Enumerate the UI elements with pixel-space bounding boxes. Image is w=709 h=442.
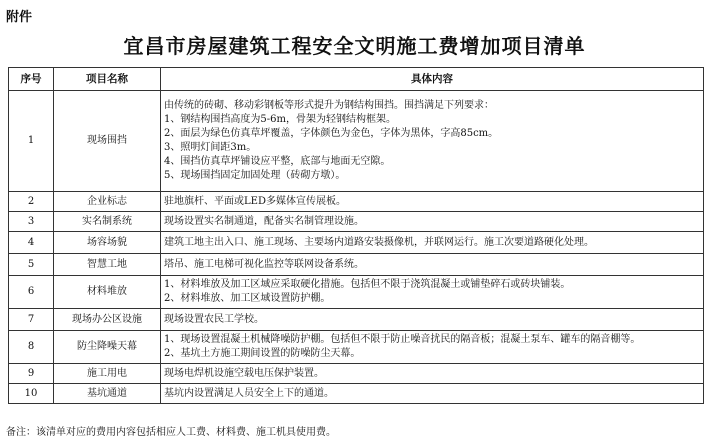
row-content	[161, 331, 704, 364]
content-line: 2、面层为绿色仿真草坪覆盖，字体颜色为金色，字体为黑体，字高85cm。	[164, 128, 499, 139]
project-list-table	[8, 67, 704, 404]
content-line: 5、现场围挡固定加固处理（砖砌方墩）。	[164, 170, 346, 181]
header-content: 具体内容	[161, 68, 704, 91]
content-line: 现场电焊机设施空载电压保护装置。	[164, 367, 324, 379]
row-item-name: 防尘降噪天幕	[54, 331, 161, 364]
row-content	[161, 91, 704, 192]
document-title: 宜昌市房屋建筑工程安全文明施工费增加项目清单	[123, 34, 586, 58]
row-content	[161, 254, 704, 276]
row-item-name: 实名制系统	[54, 212, 161, 232]
content-line: 现场设置农民工学校。	[164, 313, 264, 325]
table-row	[9, 384, 704, 404]
table-row	[9, 212, 704, 232]
row-number: 3	[9, 212, 54, 232]
content-line: 4、围挡仿真草坪铺设应平整，底部与地面无空隙。	[164, 156, 391, 167]
attachment-label: 附件	[6, 10, 33, 25]
row-content	[161, 212, 704, 232]
row-item-name: 基坑通道	[54, 384, 161, 404]
row-item-name: 场容场貌	[54, 232, 161, 254]
content-line: 塔吊、施工电梯可视化监控等联网设备系统。	[164, 258, 364, 270]
row-item-name: 智慧工地	[54, 254, 161, 276]
row-item-name: 现场办公区设施	[54, 309, 161, 331]
row-content	[161, 276, 704, 309]
table-row	[9, 331, 704, 364]
row-content	[161, 309, 704, 331]
row-number: 9	[9, 364, 54, 384]
row-number: 10	[9, 384, 54, 404]
row-content	[161, 364, 704, 384]
content-line: 建筑工地主出入口、施工现场、主要场内道路安装摄像机，并联网运行。施工次要道路硬化处理。	[164, 236, 594, 248]
content-line: 基坑内设置满足人员安全上下的通道。	[164, 387, 334, 399]
table-row	[9, 91, 704, 192]
row-content	[161, 192, 704, 212]
footnote: 备注：该清单对应的费用内容包括相应人工费、材料费、施工机具使用费。	[6, 427, 336, 438]
row-content	[161, 384, 704, 404]
row-number: 7	[9, 309, 54, 331]
table-row	[9, 254, 704, 276]
content-line: 1、钢结构围挡高度为5-6m，骨架为轻钢结构框架。	[164, 114, 396, 125]
row-item-name: 企业标志	[54, 192, 161, 212]
content-line: 驻地旗杆、平面或LED多媒体宣传展板。	[164, 195, 346, 207]
table-header-row	[9, 68, 704, 91]
header-number: 序号	[9, 68, 54, 91]
table-row	[9, 276, 704, 309]
content-line: 2、材料堆放、加工区域设置防护棚。	[164, 293, 331, 304]
content-line: 1、材料堆放及加工区域应采取硬化措施。包括但不限于浇筑混凝土或铺垫碎石或砖块铺装。	[164, 279, 571, 290]
header-item-name: 项目名称	[54, 68, 161, 91]
content-line: 2、基坑土方施工期间设置的防噪防尘天幕。	[164, 348, 361, 359]
content-line: 1、现场设置混凝土机械降噪防护棚。包括但不限于防止噪音扰民的隔音板；混凝土泵车、罐车的隔音棚等。	[164, 334, 641, 345]
row-item-name: 现场围挡	[54, 91, 161, 192]
table-row	[9, 309, 704, 331]
content-line: 3、照明灯间距3m。	[164, 142, 257, 153]
row-number: 4	[9, 232, 54, 254]
table-row	[9, 364, 704, 384]
content-line: 现场设置实名制通道，配备实名制管理设施。	[164, 215, 364, 227]
table-row	[9, 192, 704, 212]
content-line: 由传统的砖砌、移动彩钢板等形式提升为钢结构围挡。围挡满足下列要求：	[164, 100, 494, 111]
row-item-name: 材料堆放	[54, 276, 161, 309]
row-number: 8	[9, 331, 54, 364]
row-number: 5	[9, 254, 54, 276]
row-item-name: 施工用电	[54, 364, 161, 384]
row-number: 6	[9, 276, 54, 309]
row-number: 2	[9, 192, 54, 212]
row-content	[161, 232, 704, 254]
row-number: 1	[9, 91, 54, 192]
table-row	[9, 232, 704, 254]
